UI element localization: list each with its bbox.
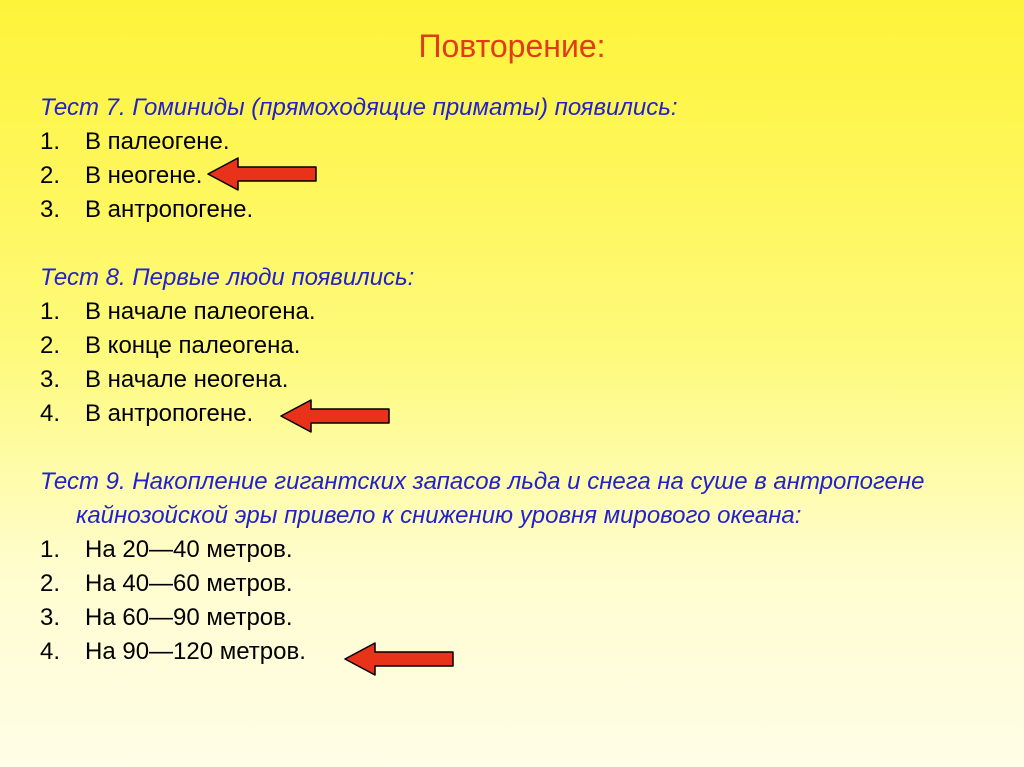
test-9-option-2 — [40, 567, 1000, 601]
option-text: В палеогене. — [85, 128, 230, 155]
option-number: 1. — [40, 128, 61, 155]
test-9-option-3 — [40, 601, 1000, 635]
option-text: На 60—90 метров. — [85, 604, 293, 631]
left-arrow-icon — [206, 156, 318, 192]
option-number: 1. — [40, 536, 61, 563]
test-7-option-2 — [40, 159, 1000, 193]
slide-title: Повторение: — [418, 28, 606, 64]
option-text: В антропогене. — [85, 196, 254, 223]
option-number: 1. — [40, 298, 61, 325]
test-7-question: Тест 7. Гоминиды (прямоходящие приматы) появились: — [40, 94, 678, 121]
test-8-option-4 — [40, 397, 1000, 431]
option-text: В неогене. — [85, 162, 203, 189]
option-number: 3. — [40, 196, 61, 223]
option-text: На 90—120 метров. — [85, 638, 306, 665]
test-8-option-2 — [40, 329, 1000, 363]
test-9-question: Тест 9. Накопление гигантских запасов льда и снега на суше в антропогене кайнозойской эры привело к снижению уровня мирового океана: — [40, 468, 925, 529]
test-7-option-3 — [40, 193, 1000, 227]
option-text: В антропогене. — [85, 400, 254, 427]
test-7-option-1 — [40, 125, 1000, 159]
test-8-question: Тест 8. Первые люди появились: — [40, 264, 415, 291]
option-number: 2. — [40, 570, 61, 597]
option-text: В начале неогена. — [85, 366, 289, 393]
option-number: 3. — [40, 604, 61, 631]
option-text: На 20—40 метров. — [85, 536, 293, 563]
test-8-option-3 — [40, 363, 1000, 397]
left-arrow-icon — [279, 398, 391, 434]
option-text: В конце палеогена. — [85, 332, 301, 359]
option-text: В начале палеогена. — [85, 298, 316, 325]
test-8-option-1 — [40, 295, 1000, 329]
slide-content — [40, 91, 1000, 669]
option-number: 3. — [40, 366, 61, 393]
left-arrow-icon — [343, 641, 455, 677]
option-text: На 40—60 метров. — [85, 570, 293, 597]
test-9-option-4 — [40, 635, 1000, 669]
test-9-option-1 — [40, 533, 1000, 567]
option-number: 2. — [40, 162, 61, 189]
option-number: 4. — [40, 638, 61, 665]
option-number: 4. — [40, 400, 61, 427]
option-number: 2. — [40, 332, 61, 359]
